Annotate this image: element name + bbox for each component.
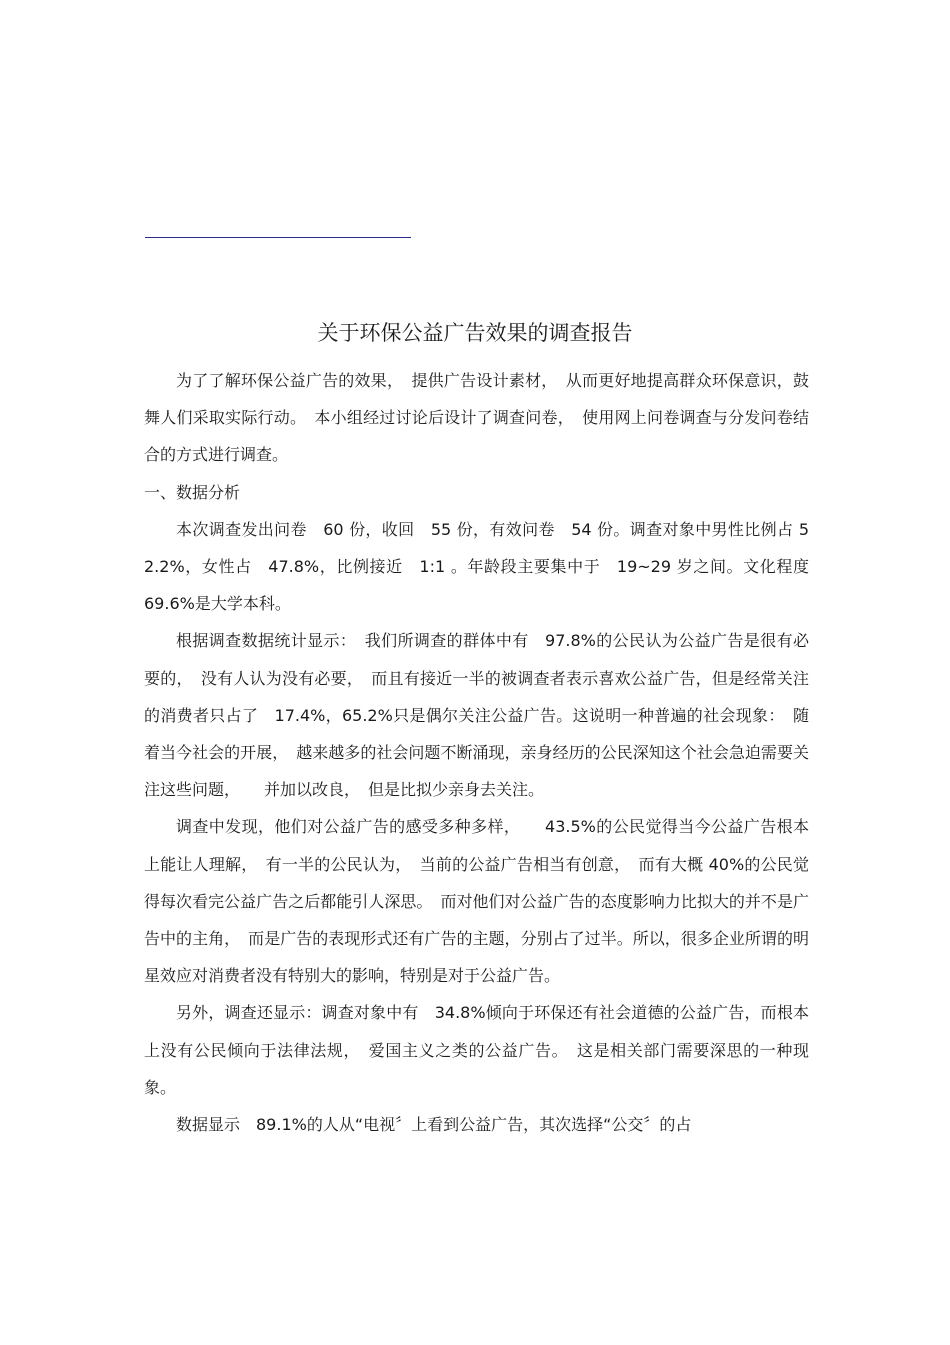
header-rule xyxy=(145,237,411,238)
paragraph-perception: 调查中发现，他们对公益广告的感受多种多样， 43.5%的公民觉得当今公益广告根本上能让人理解， 有一半的公民认为， 当前的公益广告相当有创意， 而有大概 40%的公民觉得每次看完公益广告之后都能引人深思。 而对他们对公益广告的态度影响力比拟大的并不是广告中的主角， 而是广告的表现形式还有广告的主题，分别占了过半。所以，很多企业所谓的明星效应对消费者没有特别大的影响，特别是对于公益广告。 xyxy=(144,817,809,986)
paragraph-survey-stats: 本次调查发出问卷 60 份，收回 55 份，有效问卷 54 份。调查对象中男性比例占 52.2%，女性占 47.8%，比例接近 1:1 。年龄段主要集中于 19~29 岁之间。文化程度 69.6%是大学本科。 xyxy=(144,519,826,614)
paragraph-intro: 为了了解环保公益广告的效果， 提供广告设计素材， 从而更好地提高群众环保意识，鼓舞人们采取实际行动。 本小组经过讨论后设计了调查问卷， 使用网上问卷调查与分发问卷结合的方式进行调查。 xyxy=(144,371,809,465)
paragraph-necessity: 根据调查数据统计显示： 我们所调查的群体中有 97.8%的公民认为公益广告是很有必要的， 没有人认为没有必要， 而且有接近一半的被调查者表示喜欢公益广告，但是经常关注的消费者只占了 17.4%，65.2%只是偶尔关注公益广告。这说明一种普遍的社会现象： 随着当今社会的开展， 越来越多的社会问题不断涌现，亲身经历的公民深知这个社会急迫需要关注这些问题， 并加以改良， 但是比拟少亲身去关注。 xyxy=(144,631,809,800)
report-title: 关于环保公益广告效果的调查报告 xyxy=(317,321,633,345)
section-heading: 一、数据分析 xyxy=(144,482,241,502)
document-body xyxy=(144,362,826,1143)
paragraph-channels: 数据显示 89.1%的人从“电视〞上看到公益广告，其次选择“公交〞的占 xyxy=(176,1115,692,1135)
paragraph-preference: 另外，调查还显示：调查对象中有 34.8%倾向于环保还有社会道德的公益广告，而根本上没有公民倾向于法律法规， 爱国主义之类的公益广告。 这是相关部门需要深思的一种现象。 xyxy=(144,1003,809,1097)
